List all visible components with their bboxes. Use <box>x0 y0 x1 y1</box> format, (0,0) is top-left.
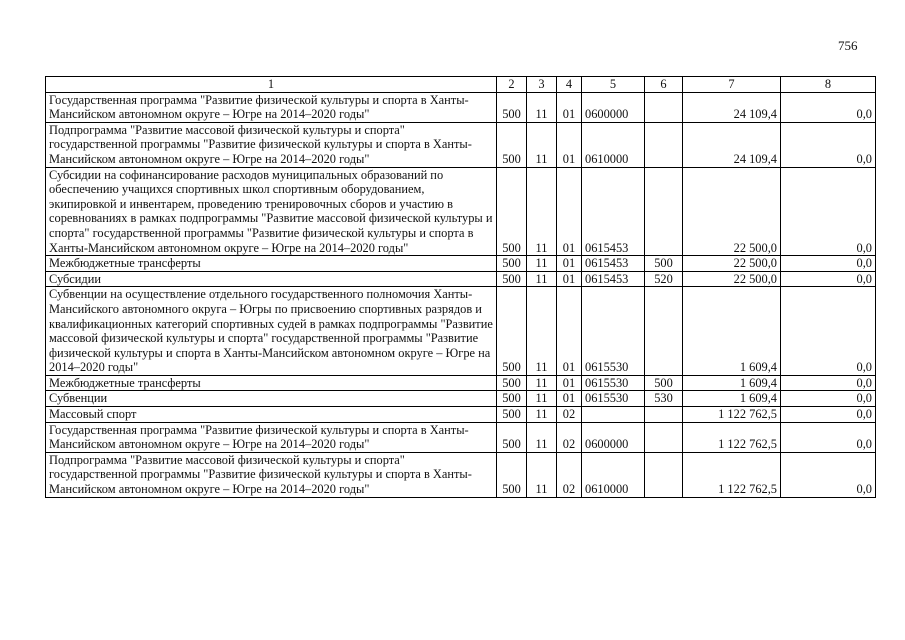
row-name: Межбюджетные трансферты <box>46 375 497 391</box>
cell-target-article: 0615530 <box>582 375 645 391</box>
row-name: Субвенции на осуществление отдельного государственного полномочия Ханты-Мансийского автономного округа – Югры по присвоению спортивных разрядов и квалификационных категорий спортивных судей в рамках подпрограммы "Развитие массовой физической культуры и спорта" государственной программы "Развитие физической культуры и спорта в Ханты-Мансийском автономном округе – Югре на 2014–2020 годы" <box>46 287 497 376</box>
cell-admin-code: 500 <box>497 122 527 167</box>
table-row <box>46 391 876 407</box>
cell-target-article: 0610000 <box>582 452 645 497</box>
cell-amount-2016: 0,0 <box>781 92 876 122</box>
cell-section: 11 <box>527 407 557 423</box>
table-row <box>46 271 876 287</box>
cell-subsection: 02 <box>557 407 582 423</box>
cell-amount-2016: 0,0 <box>781 256 876 272</box>
cell-amount-2015: 1 609,4 <box>683 375 781 391</box>
cell-amount-2016: 0,0 <box>781 287 876 376</box>
row-name: Подпрограмма "Развитие массовой физической культуры и спорта" государственной программы "Развитие физической культуры и спорта в Ханты-Мансийском автономном округе – Югре на 2014–2020 годы" <box>46 452 497 497</box>
cell-section: 11 <box>527 167 557 256</box>
cell-amount-2015: 22 500,0 <box>683 167 781 256</box>
row-name: Межбюджетные трансферты <box>46 256 497 272</box>
row-name: Субвенции <box>46 391 497 407</box>
cell-admin-code: 500 <box>497 391 527 407</box>
cell-admin-code: 500 <box>497 452 527 497</box>
cell-amount-2016: 0,0 <box>781 122 876 167</box>
cell-subsection: 01 <box>557 122 582 167</box>
cell-section: 11 <box>527 256 557 272</box>
table-body <box>46 92 876 497</box>
cell-expense-type <box>645 422 683 452</box>
row-name: Субсидии <box>46 271 497 287</box>
cell-subsection: 01 <box>557 256 582 272</box>
cell-subsection: 01 <box>557 375 582 391</box>
cell-amount-2016: 0,0 <box>781 167 876 256</box>
cell-target-article: 0600000 <box>582 422 645 452</box>
cell-admin-code: 500 <box>497 256 527 272</box>
cell-section: 11 <box>527 375 557 391</box>
cell-expense-type <box>645 122 683 167</box>
cell-admin-code: 500 <box>497 375 527 391</box>
cell-target-article <box>582 407 645 423</box>
cell-target-article: 0610000 <box>582 122 645 167</box>
cell-admin-code: 500 <box>497 407 527 423</box>
cell-amount-2015: 22 500,0 <box>683 271 781 287</box>
cell-expense-type <box>645 287 683 376</box>
page-number: 756 <box>838 38 858 53</box>
cell-subsection: 01 <box>557 167 582 256</box>
column-header: 7 <box>683 77 781 93</box>
cell-amount-2015: 1 122 762,5 <box>683 407 781 423</box>
cell-admin-code: 500 <box>497 422 527 452</box>
header-row <box>46 77 876 93</box>
table-row <box>46 167 876 256</box>
cell-amount-2015: 1 609,4 <box>683 391 781 407</box>
column-header: 6 <box>645 77 683 93</box>
cell-amount-2016: 0,0 <box>781 375 876 391</box>
cell-section: 11 <box>527 452 557 497</box>
cell-subsection: 01 <box>557 391 582 407</box>
cell-amount-2015: 1 122 762,5 <box>683 452 781 497</box>
cell-expense-type: 530 <box>645 391 683 407</box>
cell-amount-2016: 0,0 <box>781 391 876 407</box>
cell-amount-2016: 0,0 <box>781 452 876 497</box>
cell-expense-type <box>645 92 683 122</box>
cell-target-article: 0615453 <box>582 271 645 287</box>
table-row <box>46 256 876 272</box>
table-row <box>46 407 876 423</box>
cell-target-article: 0615453 <box>582 256 645 272</box>
cell-subsection: 02 <box>557 422 582 452</box>
table-row <box>46 375 876 391</box>
cell-subsection: 01 <box>557 287 582 376</box>
cell-admin-code: 500 <box>497 167 527 256</box>
cell-section: 11 <box>527 122 557 167</box>
column-header: 8 <box>781 77 876 93</box>
cell-target-article: 0600000 <box>582 92 645 122</box>
cell-section: 11 <box>527 287 557 376</box>
cell-amount-2016: 0,0 <box>781 422 876 452</box>
cell-amount-2015: 24 109,4 <box>683 122 781 167</box>
budget-table <box>45 76 876 498</box>
cell-target-article: 0615453 <box>582 167 645 256</box>
cell-admin-code: 500 <box>497 287 527 376</box>
table-row <box>46 122 876 167</box>
row-name: Массовый спорт <box>46 407 497 423</box>
table-row <box>46 287 876 376</box>
cell-amount-2015: 1 122 762,5 <box>683 422 781 452</box>
cell-subsection: 01 <box>557 271 582 287</box>
cell-expense-type <box>645 167 683 256</box>
cell-admin-code: 500 <box>497 92 527 122</box>
column-header: 4 <box>557 77 582 93</box>
column-header: 3 <box>527 77 557 93</box>
cell-section: 11 <box>527 391 557 407</box>
cell-section: 11 <box>527 271 557 287</box>
cell-expense-type: 520 <box>645 271 683 287</box>
table-row <box>46 422 876 452</box>
row-name: Субсидии на софинансирование расходов муниципальных образований по обеспечению учащихся спортивных школ спортивным оборудованием, экипировкой и инвентарем, проведению тренировочных сборов и участию в соревнованиях в рамках подпрограммы "Развитие массовой физической культуры и спорта" государственной программы "Развитие физической культуры и спорта в Ханты-Мансийском автономном округе – Югре на 2014–2020 годы" <box>46 167 497 256</box>
cell-amount-2016: 0,0 <box>781 407 876 423</box>
row-name: Подпрограмма "Развитие массовой физической культуры и спорта" государственной программы "Развитие физической культуры и спорта в Ханты-Мансийском автономном округе – Югре на 2014–2020 годы" <box>46 122 497 167</box>
row-name: Государственная программа "Развитие физической культуры и спорта в Ханты-Мансийском автономном округе – Югре на 2014–2020 годы" <box>46 92 497 122</box>
table-row <box>46 452 876 497</box>
cell-target-article: 0615530 <box>582 391 645 407</box>
table-row <box>46 92 876 122</box>
cell-section: 11 <box>527 92 557 122</box>
cell-expense-type <box>645 452 683 497</box>
cell-section: 11 <box>527 422 557 452</box>
cell-amount-2015: 22 500,0 <box>683 256 781 272</box>
cell-target-article: 0615530 <box>582 287 645 376</box>
cell-amount-2016: 0,0 <box>781 271 876 287</box>
cell-expense-type: 500 <box>645 256 683 272</box>
column-header: 1 <box>46 77 497 93</box>
cell-expense-type: 500 <box>645 375 683 391</box>
column-header: 2 <box>497 77 527 93</box>
cell-amount-2015: 24 109,4 <box>683 92 781 122</box>
cell-subsection: 01 <box>557 92 582 122</box>
column-header: 5 <box>582 77 645 93</box>
cell-admin-code: 500 <box>497 271 527 287</box>
cell-subsection: 02 <box>557 452 582 497</box>
row-name: Государственная программа "Развитие физической культуры и спорта в Ханты-Мансийском автономном округе – Югре на 2014–2020 годы" <box>46 422 497 452</box>
cell-amount-2015: 1 609,4 <box>683 287 781 376</box>
cell-expense-type <box>645 407 683 423</box>
